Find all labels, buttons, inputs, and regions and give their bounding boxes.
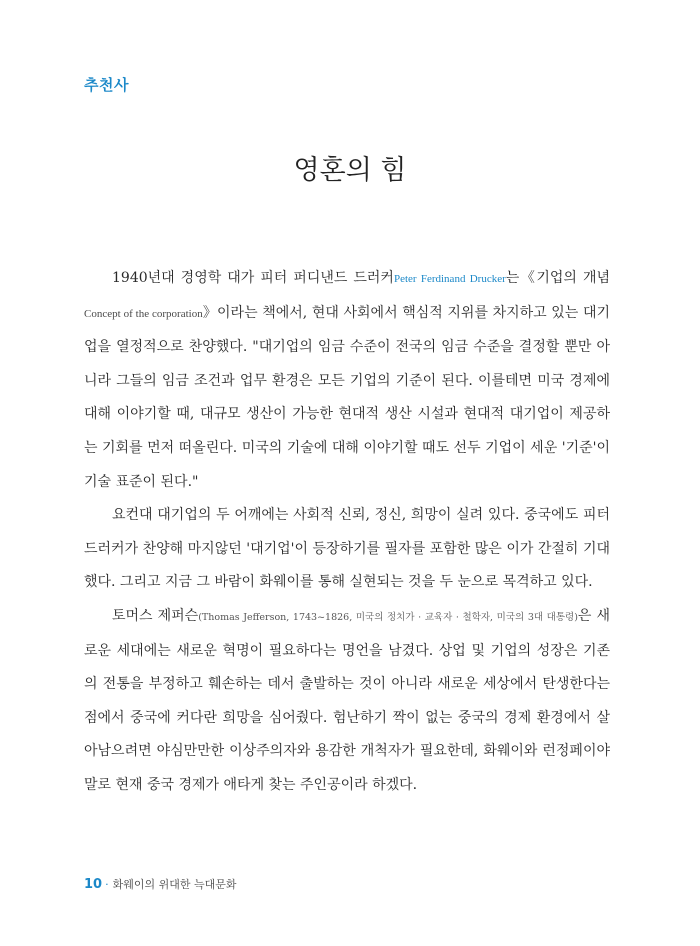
running-title: 화웨이의 위대한 늑대문화: [112, 878, 237, 891]
footer-separator: ·: [105, 878, 109, 891]
text-segment: 요컨대 대기업의 두 어깨에는 사회적 신뢰, 정신, 희망이 실려 있다. 중국에도 피터 드러커가 찬양해 마지않던 '대기업'이 등장하기를 필자를 포함한 많은 이가 간절히 기대했다. 그리고 지금 그 바람이 화웨이를 통해 실현되는 것을 두 눈으로 목격하고 있다.: [84, 507, 610, 591]
text-segment: 은 새로운 세대에는 새로운 혁명이 필요하다는 명언을 남겼다. 상업 및 기업의 성장은 기존의 전통을 부정하고 훼손하는 데서 출발하는 것이 아니라 새로운 세상에서 탄생한다는 점에서 중국에 커다란 희망을 심어줬다. 험난하기 짝이 없는 중국의 경제 환경에서 살아남으려면 야심만만한 이상주의자와 용감한 개척자가 필요한데, 화웨이와 런정페이야말로 현재 중국 경제가 애타게 찾는 주인공이라 하겠다.: [84, 607, 610, 793]
paragraph-2: [84, 499, 610, 600]
text-segment: 》이라는 책에서, 현대 사회에서 핵심적 지위를 차지하고 있는 대기업을 열정적으로 찬양했다. "대기업의 임금 수준이 전국의 임금 수준을 결정할 뿐만 아니라 그들의 임금 조건과 업무 환경은 모든 기업의 기준이 된다. 이를테면 미국 경제에 대해 이야기할 때, 대규모 생산이 가능한 현대적 생산 시설과 현대적 대기업이 제공하는 기회를 먼저 떠올린다. 미국의 기술에 대해 이야기할 때도 선두 기업이 세운 '기준'이 기술 표준이 된다.": [84, 304, 610, 490]
page-number: 10: [84, 877, 103, 892]
page-title: 영혼의 힘: [293, 155, 407, 187]
section-label: 추천사: [84, 76, 129, 94]
page-footer: [84, 876, 236, 892]
paragraph-1: [84, 262, 610, 499]
text-segment: 1940년대 경영학 대가 피터 퍼디낸드 드러커: [112, 270, 394, 286]
paragraph-3: [84, 600, 610, 803]
text-segment: 는《기업의 개념: [505, 270, 610, 286]
english-book-title: Concept of the corporation: [84, 307, 203, 320]
jefferson-note: (Thomas Jefferson, 1743~1826, 미국의 정치가 · 교육자 · 철학자, 미국의 3대 대통령): [198, 611, 578, 623]
text-segment: 토머스 제퍼슨: [112, 607, 199, 624]
english-name-drucker: Peter Ferdinand Drucker: [393, 273, 506, 285]
body-text: [84, 262, 610, 803]
